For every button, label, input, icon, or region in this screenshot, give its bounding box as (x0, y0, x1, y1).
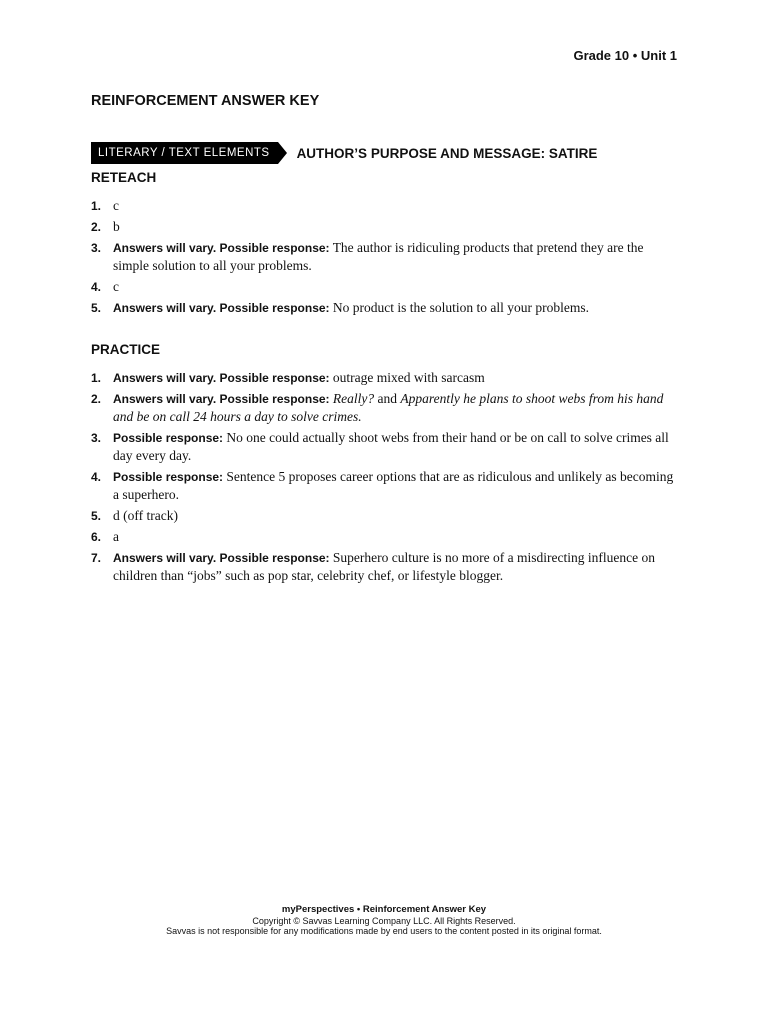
section-tag: LITERARY / TEXT ELEMENTS (91, 142, 278, 164)
item-number: 2. (91, 392, 102, 406)
item-number: 3. (91, 241, 102, 255)
item-text: outrage mixed with sarcasm (332, 370, 485, 385)
list-item (91, 429, 681, 465)
item-text: c (113, 198, 119, 213)
item-text: c (113, 279, 119, 294)
footer-disclaimer: Savvas is not responsible for any modifications made by end users to the content posted in its original format. (166, 926, 602, 936)
item-number: 5. (91, 301, 102, 315)
grade-unit-label: Grade 10 • Unit 1 (573, 48, 677, 63)
practice-list (91, 369, 681, 588)
document-title: REINFORCEMENT ANSWER KEY (91, 93, 320, 109)
list-item (91, 468, 681, 504)
response-label: Answers will vary. Possible response: (113, 392, 330, 406)
item-text: The author is ridiculing products that pretend they are the simple solution to all your problems. (113, 240, 644, 273)
list-item (91, 299, 681, 317)
page-footer (0, 905, 768, 937)
item-number: 3. (91, 431, 102, 445)
item-text: a (113, 529, 119, 544)
list-item (91, 528, 681, 546)
response-label: Answers will vary. Possible response: (113, 301, 330, 315)
practice-heading: PRACTICE (91, 342, 161, 357)
response-label: Answers will vary. Possible response: (113, 371, 330, 385)
item-number: 2. (91, 220, 102, 234)
item-number: 4. (91, 280, 102, 294)
item-text: No product is the solution to all your problems. (332, 300, 590, 315)
connector-text: and (377, 391, 398, 406)
item-number: 6. (91, 530, 102, 544)
list-item (91, 369, 681, 387)
item-number: 5. (91, 509, 102, 523)
item-text: Sentence 5 proposes career options that are as ridiculous and unlikely as becoming a superhero. (113, 469, 674, 502)
item-text: d (off track) (113, 508, 178, 523)
response-label: Answers will vary. Possible response: (113, 241, 330, 255)
list-item (91, 390, 681, 426)
response-label: Possible response: (113, 470, 224, 484)
item-text: Superhero culture is no more of a misdirecting influence on children than “jobs” such as pop star, celebrity chef, or lifestyle blogger. (113, 550, 655, 583)
response-label: Answers will vary. Possible response: (113, 551, 330, 565)
list-item (91, 197, 681, 215)
quote-text: Really? (332, 391, 375, 406)
response-label: Possible response: (113, 431, 224, 445)
quote-text: Apparently he plans to shoot webs from his hand and be on call 24 hours a day to solve crimes. (113, 391, 664, 424)
item-number: 1. (91, 371, 102, 385)
item-text: b (113, 219, 120, 234)
section-title: AUTHOR’S PURPOSE AND MESSAGE: SATIRE (296, 145, 598, 161)
item-number: 7. (91, 551, 102, 565)
footer-copyright: Copyright © Savvas Learning Company LLC. All Rights Reserved. (252, 915, 516, 926)
list-item (91, 239, 681, 275)
section-header (91, 142, 597, 164)
item-number: 1. (91, 199, 102, 213)
list-item (91, 507, 681, 525)
footer-title: myPerspectives • Reinforcement Answer Key (281, 904, 487, 915)
list-item (91, 278, 681, 296)
item-text: No one could actually shoot webs from their hand or be on call to solve crimes all day every day. (113, 430, 669, 463)
list-item (91, 549, 681, 585)
list-item (91, 218, 681, 236)
reteach-list (91, 197, 681, 320)
reteach-heading: RETEACH (91, 170, 157, 185)
item-number: 4. (91, 470, 102, 484)
